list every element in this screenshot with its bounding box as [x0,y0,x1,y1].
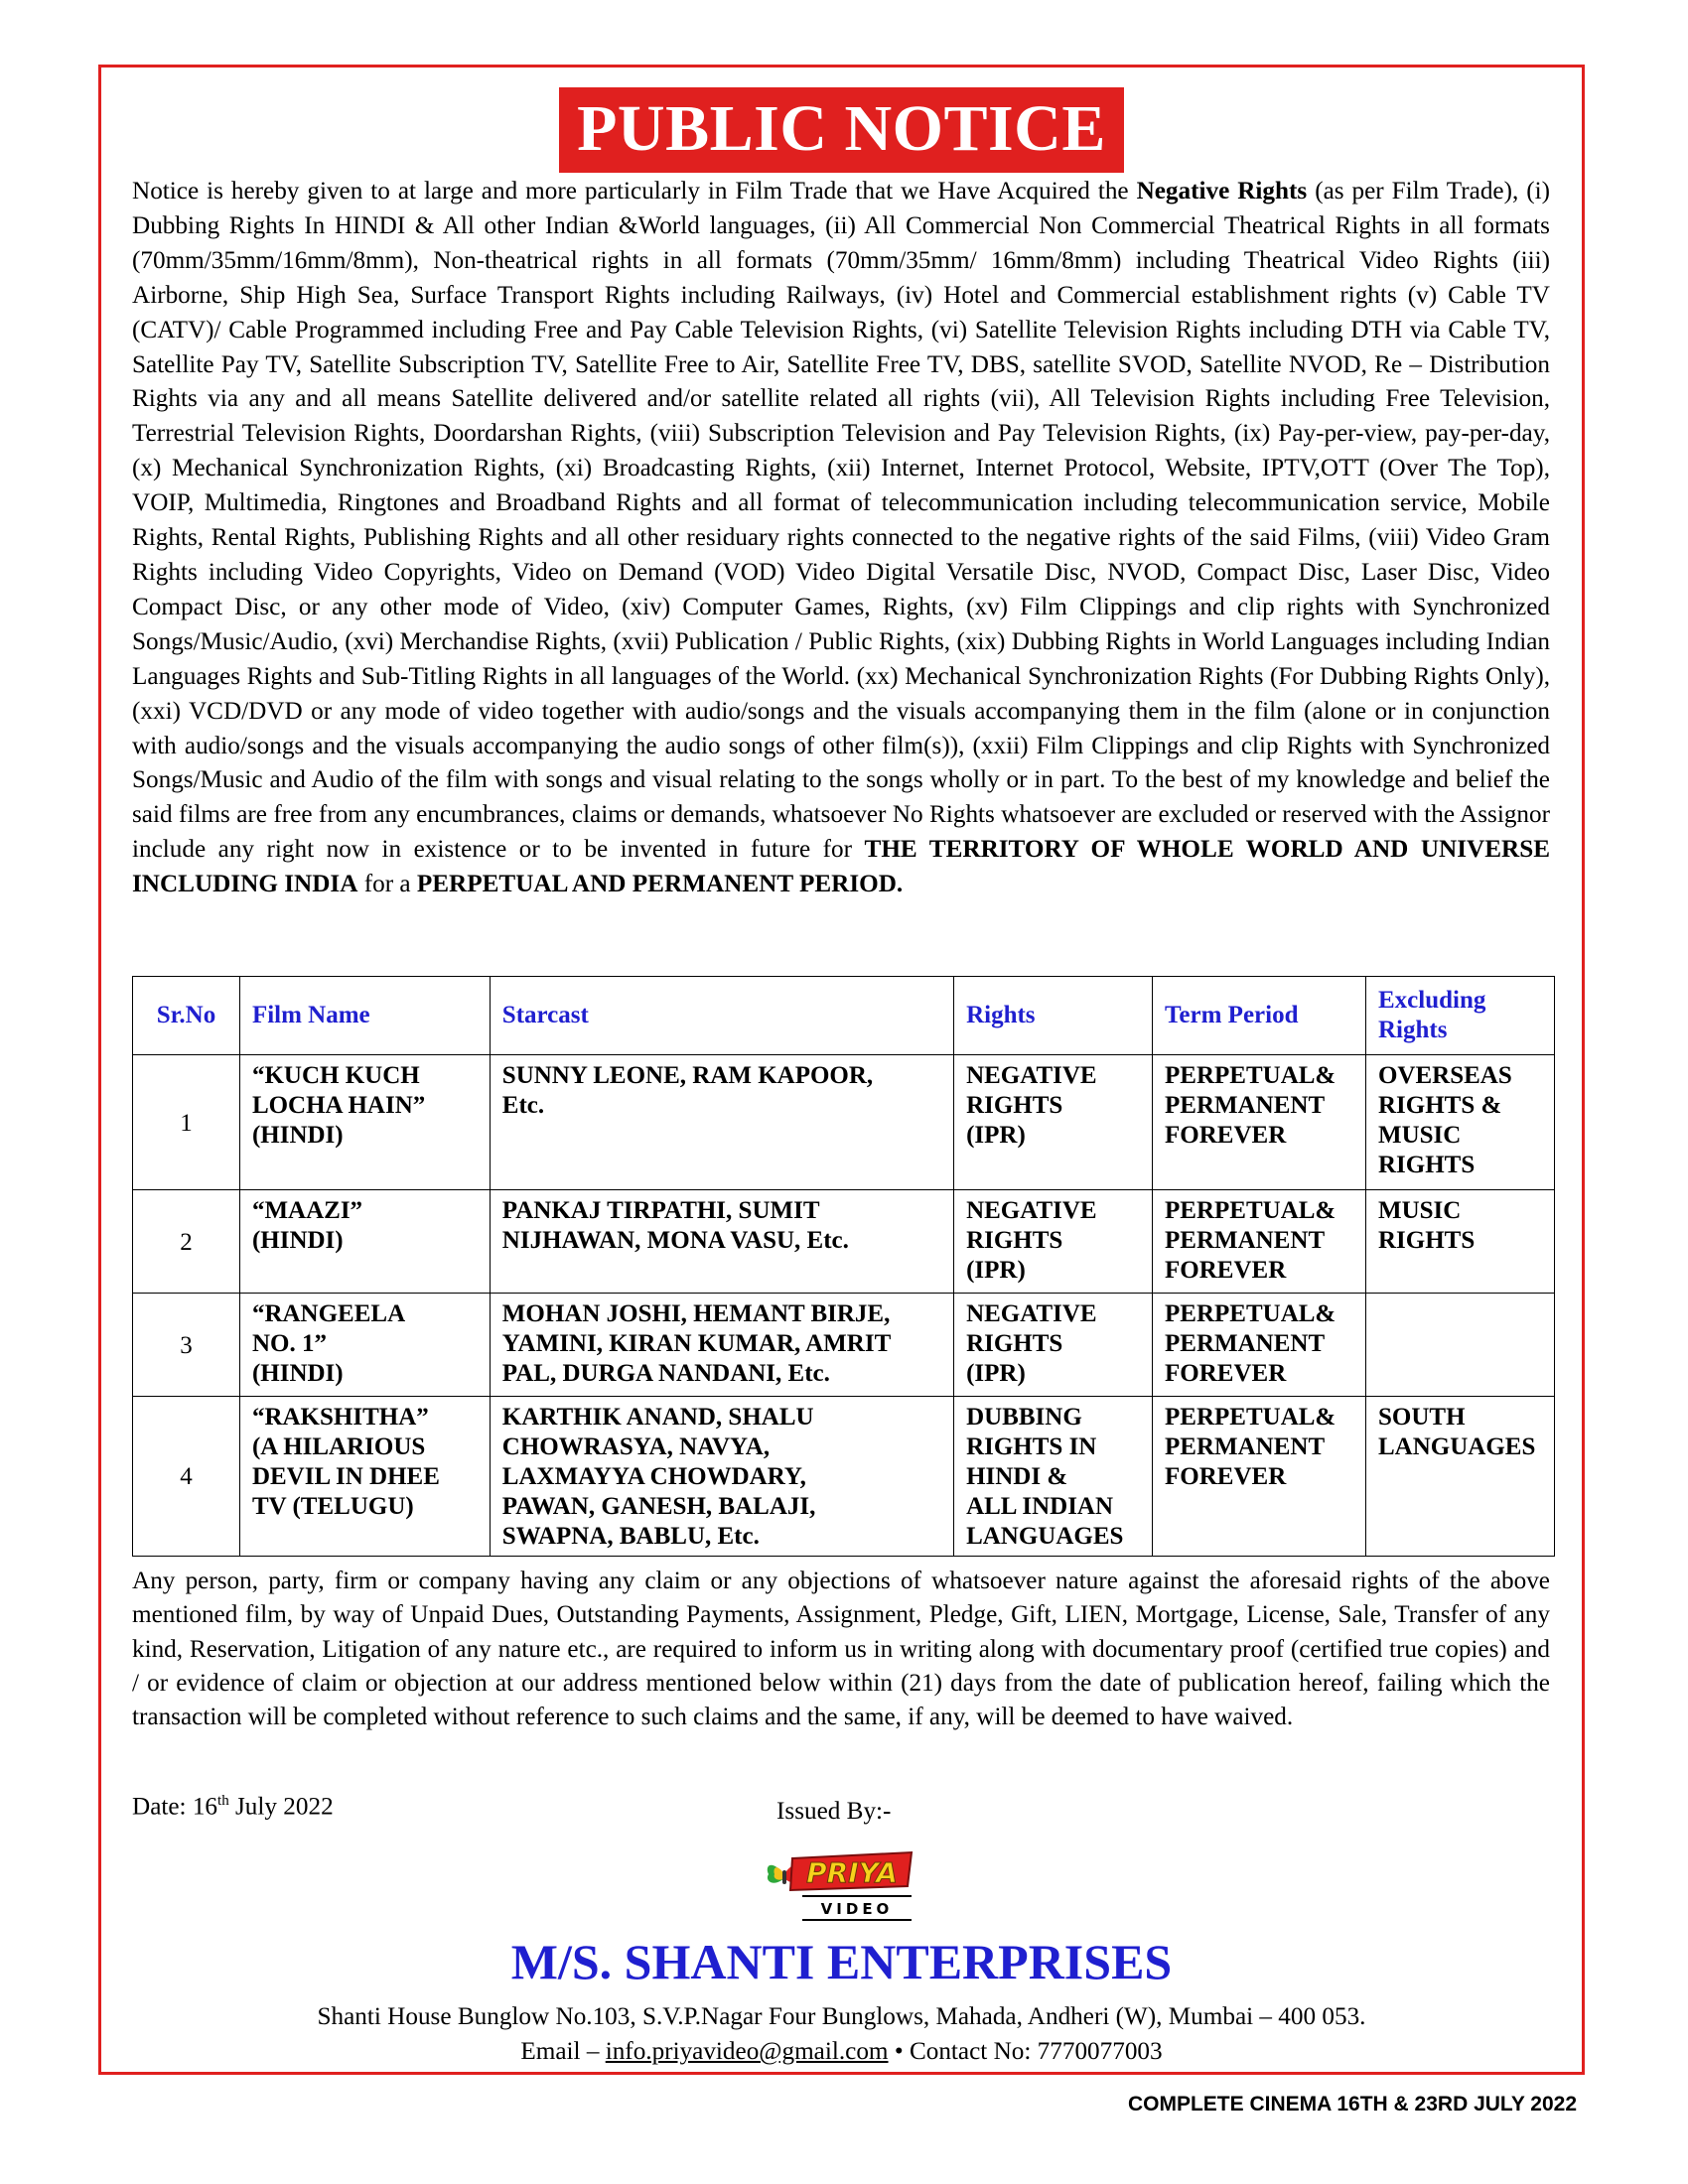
cell-line: SOUTH [1377,1404,1466,1431]
cell-line: RIGHTS & [1377,1092,1502,1119]
header-starcast: Starcast [490,977,953,1055]
cell-film [239,1055,490,1190]
header-excluding-rights: Excluding Rights [1365,977,1554,1055]
cell-excluding [1365,1055,1554,1190]
intro-text-run: for a [357,871,417,898]
cell-line: NEGATIVE [966,1062,1097,1089]
intro-text-run: (as per Film Trade), (i) Dubbing Rights In HINDI & All other Indian &World languages, (ii) All Commercial Non Commercial Theatrical Rights in all formats (70mm/35mm/16mm/8mm), Non-theatrical rights in all formats (70mm/35mm/ 16mm/8mm) including Theatrical Video Rights (iii) Airborne, Ship High Sea, Surface Transport Rights including Railways, (iv) Hotel and Commercial establishment rights (v) Cable TV (CATV)/ Cable Programmed including Free and Pay Cable Television Rights, (vi) Satellite Television Rights including DTH via Cable TV, Satellite Pay TV, Satellite Subscription TV, Satellite Free to Air, Satellite Free TV, DBS, satellite SVOD, Satellite NVOD, Re – Distribution Rights via any and all means Satellite delivered and/or satellite related all rights (vii), All Television Rights including Free Television, Terrestrial Television Rights, Doordarshan Rights, (viii) Subscription Television and Pay Television Rights, (ix) Pay-per-view, pay-per-day, (x) Mechanical Synchronization Rights, (xi) Broadcasting Rights, (xii) Internet, Internet Protocol, Website, IPTV,OTT (Over The Top), VOIP, Multimedia, Ringtones and Broadband Rights and all format of telecommunication including telecommunication service, Mobile Rights, Rental Rights, Publishing Rights and all other residuary rights connected to the negative rights of the said Films, (viii) Video Gram Rights including Video Copyrights, Video on Demand (VOD) Video Digital Versatile Disc, NVOD, Compact Disc, Laser Disc, Video Compact Disc, or any other mode of Video, (xiv) Computer Games, Rights, (xv) Film Clippings and clip rights with Synchronized Songs/Music/Audio, (xvi) Merchandise Rights, (xvii) Publication / Public Rights, (xix) Dubbing Rights in World Languages including Indian Languages Rights and Sub-Titling Rights in all languages of the World. (xx) Mechanical Synchronization Rights (For Dubbing Rights Only), (xxi) VCD/DVD or any mode of video together with audio/songs and the visuals accompanying them in the film (alone or in conjunction with audio/songs and the visuals accompanying the audio songs of other film(s)), (xxii) Film Clippings and clip Rights with Synchronized Songs/Music and Audio of the film with songs and visual relating to the songs wholly or in part. To the best of my knowledge and belief the said films are free from any encumbrances, claims or demands, whatsoever No Rights whatsoever are excluded or reserved with the Assignor include any right now in existence or to be invented in future for [132,178,1551,864]
cell-starcast [490,1190,953,1294]
cell-line: PERMANENT [1165,1092,1326,1119]
cell-line: FOREVER [1165,1463,1287,1490]
cell-line: PERPETUAL& [1165,1197,1336,1224]
notice-title: PUBLIC NOTICE [559,87,1124,173]
cell-line: (IPR) [966,1360,1026,1387]
cell-line: PERMANENT [1165,1433,1326,1460]
cell-line: LANGUAGES [1377,1433,1536,1460]
cell-line: PANKAJ TIRPATHI, SUMIT [501,1197,820,1224]
publication-footer: COMPLETE CINEMA 16TH & 23RD JULY 2022 [1127,2093,1577,2116]
cell-rights [954,1055,1153,1190]
cell-line: LANGUAGES [966,1523,1124,1550]
cell-line: MUSIC [1377,1197,1462,1224]
cell-sr-no: 4 [133,1397,240,1557]
cell-line: DUBBING [966,1404,1082,1431]
cell-line: PERPETUAL& [1165,1404,1336,1431]
cell-line: LOCHA HAIN” [251,1092,426,1119]
date-suffix-ordinal: th [217,1793,229,1809]
intro-bold-run: THE TERRITORY OF WHOLE WORLD AND UNIVERSE INCLUDING INDIA [132,836,1550,898]
cell-line: FOREVER [1165,1360,1287,1387]
cell-sr-no: 1 [133,1055,240,1190]
cell-film [239,1190,490,1294]
cell-line: KARTHIK ANAND, SHALU [501,1404,814,1431]
notice-outro-paragraph: Any person, party, firm or company having any claim or any objections of whatsoever nature against the aforesaid rights of the above mentioned film, by way of Unpaid Dues, Outstanding Payments, Assignment, Pledge, Gift, LIEN, Mortgage, License, Sale, Transfer of any kind, Reservation, Litigation of any nature etc., are required to inform us in writing along with documentary proof (certified true copies) and / or evidence of claim or objection at our address mentioned below within (21) days from the date of publication hereof, failing which the transaction will be completed without reference to such claims and the same, if any, will be deemed to have waived. [132,1568,1550,1731]
logo-subtitle: VIDEO [820,1900,894,1918]
cell-line: Etc. [501,1092,545,1119]
cell-line: PERMANENT [1165,1227,1326,1254]
cell-term [1153,1397,1366,1557]
cell-line: LAXMAYYA CHOWDARY, [501,1463,806,1490]
cell-line: (HINDI) [251,1227,344,1254]
logo-word: PRIYA [806,1856,898,1889]
email-prefix: Email – [520,2038,606,2065]
cell-sr-no: 3 [133,1294,240,1397]
cell-line: SWAPNA, BABLU, Etc. [501,1523,760,1550]
table-header-row [133,977,1555,1055]
cell-line: YAMINI, KIRAN KUMAR, AMRIT [501,1330,892,1357]
cell-line: PERPETUAL& [1165,1062,1336,1089]
cell-starcast [490,1055,953,1190]
table-row [133,1190,1555,1294]
cell-sr-no: 2 [133,1190,240,1294]
email-link[interactable]: info.priyavideo@gmail.com [605,2038,889,2065]
date-prefix: Date: 16 [132,1793,218,1821]
cell-line: MOHAN JOSHI, HEMANT BIRJE, [501,1300,891,1327]
cell-line: RIGHTS [966,1330,1063,1357]
table-row [133,1055,1555,1190]
cell-line: RIGHTS IN [966,1433,1097,1460]
cell-line: (HINDI) [251,1122,344,1149]
company-address: Shanti House Bunglow No.103, S.V.P.Nagar Four Bunglows, Mahada, Andheri (W), Mumbai – 400 053. [317,2003,1366,2030]
cell-starcast [490,1294,953,1397]
contact-number: • Contact No: 7770077003 [888,2038,1163,2065]
cell-line: FOREVER [1165,1122,1287,1149]
cell-line: DEVIL IN DHEE [251,1463,440,1490]
cell-film [239,1294,490,1397]
table-row [133,1294,1555,1397]
cell-line: ALL INDIAN [966,1493,1114,1520]
cell-line: NIJHAWAN, MONA VASU, Etc. [501,1227,849,1254]
notice-frame [98,65,1585,2075]
header-rights: Rights [954,977,1153,1055]
cell-line: (IPR) [966,1257,1026,1284]
cell-rights [954,1190,1153,1294]
cell-line: “RAKSHITHA” [251,1404,429,1431]
rights-table-body [133,1055,1555,1557]
title-wrap [101,87,1582,173]
table-row [133,1397,1555,1557]
cell-line: NEGATIVE [966,1197,1097,1224]
cell-line: RIGHTS [966,1092,1063,1119]
cell-line: PERPETUAL& [1165,1300,1336,1327]
cell-starcast [490,1397,953,1557]
notice-intro-paragraph [132,175,1550,902]
company-contact [101,2035,1582,2069]
cell-line: OVERSEAS [1377,1062,1512,1089]
cell-line: NEGATIVE [966,1300,1097,1327]
cell-excluding [1365,1397,1554,1557]
cell-line: MUSIC [1377,1122,1462,1149]
cell-line: “KUCH KUCH [251,1062,420,1089]
cell-excluding [1365,1294,1554,1397]
cell-rights [954,1294,1153,1397]
cell-line: “MAAZI” [251,1197,363,1224]
cell-line: SUNNY LEONE, RAM KAPOOR, [501,1062,874,1089]
cell-line: (A HILARIOUS [251,1433,426,1460]
cell-line: RIGHTS [1377,1152,1476,1178]
intro-text-run: Notice is hereby given to at large and more particularly in Film Trade that we Have Acquired the [132,178,1137,205]
notice-date [132,1793,334,1821]
header-term-period: Term Period [1153,977,1366,1055]
priya-video-logo [763,1844,921,1924]
cell-line: RIGHTS [1377,1227,1476,1254]
cell-line: “RANGEELA [251,1300,406,1327]
cell-term [1153,1294,1366,1397]
header-sr-no: Sr.No [133,977,240,1055]
cell-term [1153,1055,1366,1190]
cell-line: PERMANENT [1165,1330,1326,1357]
cell-line: FOREVER [1165,1257,1287,1284]
header-film-name: Film Name [239,977,490,1055]
cell-excluding [1365,1190,1554,1294]
cell-line: (HINDI) [251,1360,344,1387]
issued-by-label: Issued By:- [776,1798,892,1825]
intro-bold-run: Negative Rights [1136,178,1308,205]
cell-film [239,1397,490,1557]
cell-line: PAWAN, GANESH, BALAJI, [501,1493,816,1520]
cell-rights [954,1397,1153,1557]
cell-line: TV (TELUGU) [251,1493,414,1520]
date-month-year: July 2022 [228,1793,334,1821]
cell-line: HINDI & [966,1463,1068,1490]
intro-bold-run: PERPETUAL AND PERMANENT PERIOD. [416,871,904,898]
cell-line: CHOWRASYA, NAVYA, [501,1433,771,1460]
cell-line: (IPR) [966,1122,1026,1149]
cell-line: PAL, DURGA NANDANI, Etc. [501,1360,830,1387]
rights-table [132,976,1555,1557]
cell-line: NO. 1” [251,1330,327,1357]
cell-line: RIGHTS [966,1227,1063,1254]
company-name: M/S. SHANTI ENTERPRISES [510,1934,1173,1989]
cell-term [1153,1190,1366,1294]
